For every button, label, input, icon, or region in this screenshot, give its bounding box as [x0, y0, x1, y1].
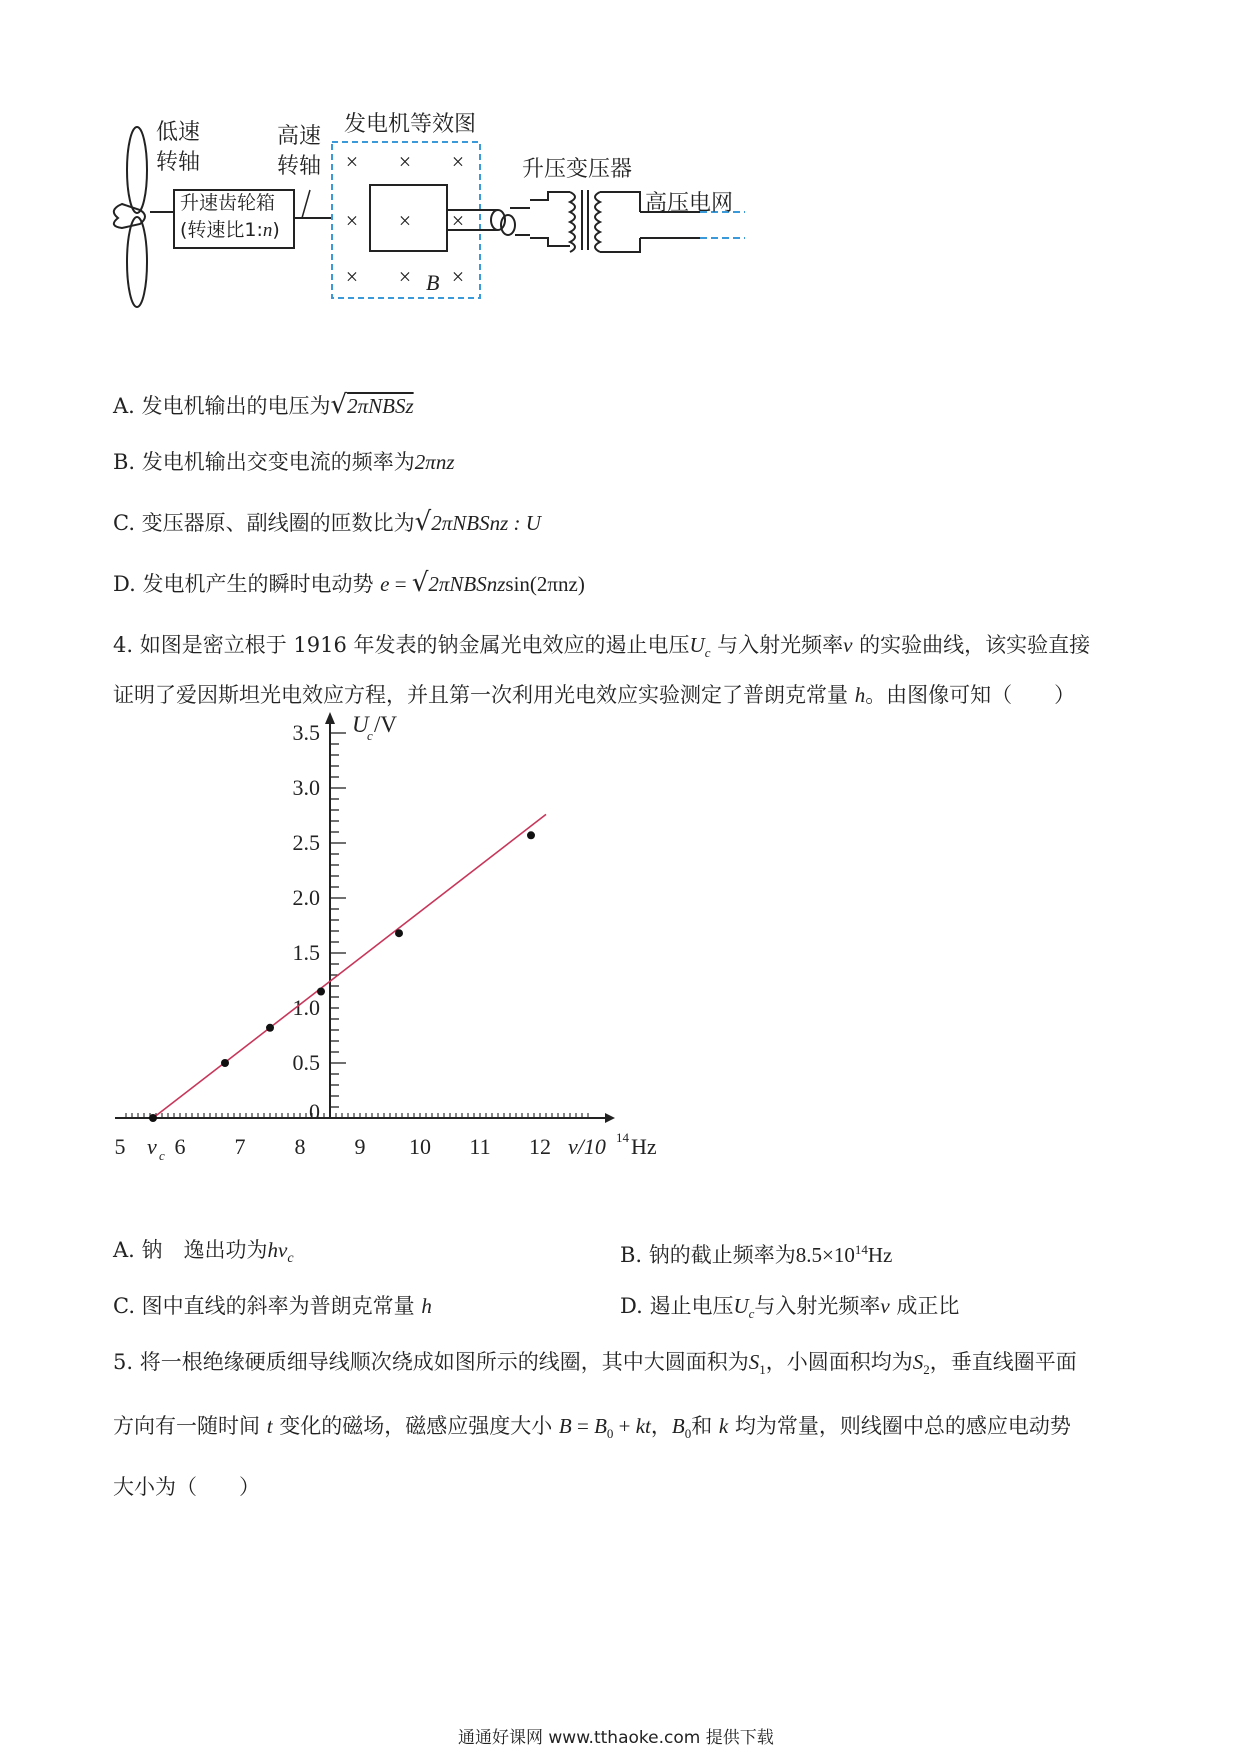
- option-4d: D. 遏止电压$U_c$与入射光频率ν 成正比: [620, 1294, 960, 1322]
- y-tick-label: 2.5: [292, 830, 320, 855]
- field-cross: ×: [345, 208, 359, 233]
- fit-line: [153, 814, 546, 1118]
- y-tick-label: 2.0: [292, 885, 320, 910]
- y-axis-arrow: [325, 712, 335, 724]
- x-tick-label: 9: [354, 1134, 366, 1159]
- data-point: [317, 988, 325, 996]
- question-5-line1: 5. 将一根绝缘硬质细导线顺次绕成如图所示的线圈，其中大圆面积为$S_1$，小圆面积均为$S_2$，垂直线圈平面: [113, 1350, 1077, 1378]
- x-tick-label: 12: [529, 1134, 551, 1159]
- field-cross: ×: [398, 264, 412, 289]
- question-5-line3: 大小为（ ）: [113, 1475, 260, 1499]
- nu-c-label: ν: [147, 1134, 157, 1159]
- question-5-line2: 方向有一随时间 t 变化的磁场，磁感应强度大小 $B = B_0$ + kt，$B_0$和 k 均为常量，则线圈中总的感应电动势: [113, 1414, 1071, 1442]
- transformer-title: 升压变压器: [522, 157, 633, 182]
- field-cross: ×: [398, 149, 412, 174]
- option-4a: A. 钠 逸出功为$h\nu_c$: [113, 1238, 294, 1267]
- data-point: [395, 929, 403, 937]
- field-cross: ×: [451, 149, 465, 174]
- x-axis-label: ν/10: [568, 1134, 606, 1159]
- y-axis-label-unit: /V: [374, 712, 397, 737]
- field-cross: ×: [345, 264, 359, 289]
- high-shaft-label: 高速 转轴: [277, 124, 322, 179]
- x-tick-label: 8: [294, 1134, 306, 1159]
- option-4c: C. 图中直线的斜率为普朗克常量 h: [113, 1294, 432, 1318]
- data-point: [527, 831, 535, 839]
- x-axis-arrow: [605, 1113, 615, 1123]
- propeller-icon: [114, 127, 147, 307]
- field-label: B: [426, 270, 440, 295]
- field-cross: ×: [451, 264, 465, 289]
- x-axis-label-unit: Hz: [631, 1134, 657, 1159]
- gearbox-label: 升速齿轮箱 (转速比1:n): [180, 192, 280, 241]
- y-axis-label-sub: c: [367, 728, 373, 743]
- footer-text: 通通好课网 www.tthaoke.com 提供下载: [458, 1728, 774, 1748]
- option-3c: C. 变压器原、副线圈的匝数比为√2πNBSnz : U: [113, 507, 541, 537]
- option-4b: B. 钠的截止频率为$8.5\times 10^{14}Hz$: [620, 1242, 893, 1267]
- low-shaft-label: 低速 转轴: [156, 120, 201, 175]
- data-point: [266, 1024, 274, 1032]
- y-tick-label: 0: [309, 1099, 320, 1124]
- question-4-line2: 证明了爱因斯坦光电效应方程，并且第一次利用光电效应实验测定了普朗克常量 h。由图像可知（ ）: [113, 683, 1076, 707]
- x-tick-label: 6: [174, 1134, 186, 1159]
- option-3a: A. 发电机输出的电压为√2πNBSz: [113, 390, 414, 420]
- field-cross: ×: [451, 208, 465, 233]
- nu-c-subscript: c: [159, 1148, 165, 1163]
- y-tick-label: 3.0: [292, 775, 320, 800]
- option-3b: B. 发电机输出交变电流的频率为2πnz: [113, 450, 455, 474]
- grid-label: 高压电网: [645, 191, 734, 216]
- y-axis-label: U: [352, 712, 369, 737]
- x-axis-label-sup: 14: [616, 1130, 629, 1145]
- y-tick-label: 1.5: [292, 940, 320, 965]
- y-tick-label: 3.5: [292, 720, 320, 745]
- x-tick-label: 7: [234, 1134, 246, 1159]
- x-tick-label: 11: [469, 1134, 491, 1159]
- option-3d: D. 发电机产生的瞬时电动势 e = √2πNBSnzsin(2πnz): [113, 568, 585, 598]
- field-cross: ×: [398, 208, 412, 233]
- field-cross: ×: [345, 149, 359, 174]
- y-tick-label: 1.0: [292, 995, 320, 1020]
- x-tick-label: 5: [114, 1134, 126, 1159]
- data-point: [221, 1059, 229, 1067]
- photoelectric-chart: [0, 700, 700, 1180]
- x-tick-label: 10: [409, 1134, 431, 1159]
- question-4-line1: 4. 如图是密立根于 1916 年发表的钠金属光电效应的遏止电压$U_c$ 与入射光频率ν 的实验曲线，该实验直接: [113, 633, 1091, 661]
- generator-title: 发电机等效图: [344, 112, 477, 137]
- y-tick-label: 0.5: [292, 1050, 320, 1075]
- data-point: [149, 1114, 157, 1122]
